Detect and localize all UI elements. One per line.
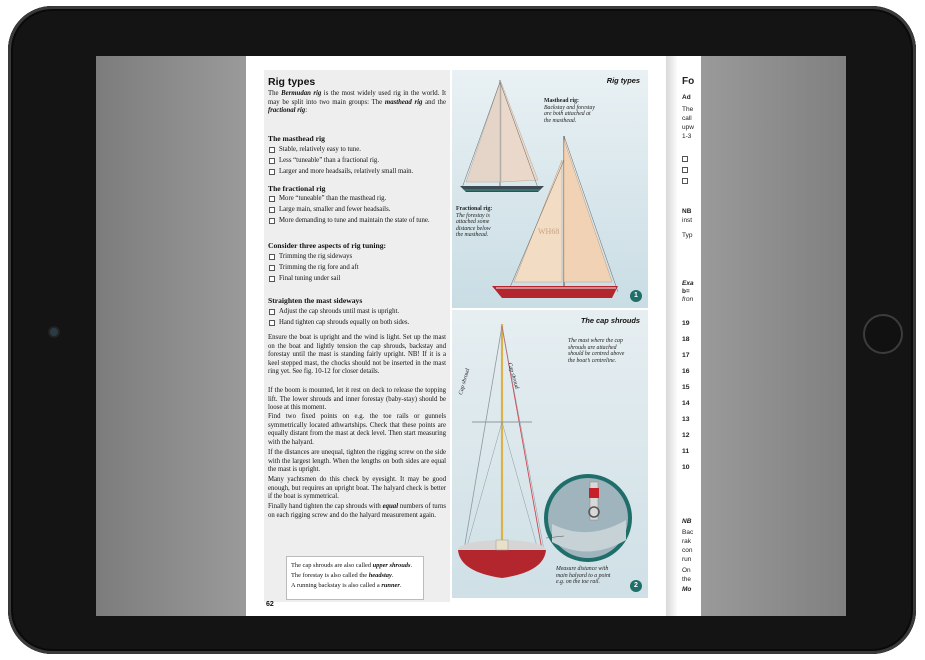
checkbox-icon [269, 309, 275, 315]
masthead-heading: The masthead rig [268, 134, 325, 143]
next-page-fragment: upw [682, 124, 694, 131]
screen [96, 56, 846, 616]
body-paragraph: If the boom is mounted, let it rest on deck to release the topping lift. The lower shrouds and inner forestay (baby-stay) should be loose at this moment. [268, 387, 446, 412]
fractional-caption: Fractional rig: The forestay is attached some distance below the masthead. [456, 206, 493, 239]
next-page-fragment: On [682, 567, 691, 574]
masthead-item: Less “tuneable” than a fractional rig. [268, 157, 446, 166]
next-page-fragment: The [682, 106, 694, 113]
body-paragraph: Find two fixed points on e.g. the toe rails or gunnels symmetrically located athwartships. Check that these points are equally distant from the mast at deck level. Then start measuring with the halyard. [268, 413, 446, 446]
masthead-caption: Masthead rig: Backstay and forestay are both attached at the masthead. [544, 98, 595, 124]
body-paragraph: Many yachtsmen do this check by eyesight. It may be good enough, but requires an upright boat. The halyard check is better if the boat is symmetrical. [268, 476, 446, 501]
next-page-fragment: the [682, 576, 692, 583]
next-page-fragment: NB [682, 208, 692, 215]
next-page-fragment: inst [682, 217, 693, 224]
fractional-item: Large main, smaller and fewer headsails. [268, 206, 446, 215]
row-number: 18 [682, 336, 690, 343]
intro-paragraph: The Bermudan rig is the most widely used rig in the world. It may be split into two main groups: The masthead rig and the fractional rig: [268, 90, 446, 115]
tablet-frame [8, 6, 916, 654]
text-column [264, 70, 450, 602]
straighten-heading: Straighten the mast sideways [268, 296, 363, 305]
row-number: 16 [682, 368, 690, 375]
next-page-shadow[interactable] [701, 56, 846, 616]
masthead-item: Stable, relatively easy to tune. [268, 146, 446, 155]
checkbox-icon [682, 156, 688, 162]
checkbox-icon [269, 147, 275, 153]
fractional-item: More “tuneable” than the masthead rig. [268, 195, 446, 204]
next-page-fragment: NB [682, 518, 692, 525]
row-number: 15 [682, 384, 690, 391]
figure-title: Rig types [606, 76, 640, 85]
next-page-fragment: con [682, 547, 693, 554]
fractional-item: More demanding to tune and maintain the state of tune. [268, 217, 446, 226]
camera-icon [50, 328, 58, 336]
checkbox-icon [269, 218, 275, 224]
next-page-fragment: b= [682, 288, 690, 295]
aspects-item: Final tuning under sail [268, 275, 446, 284]
figure-number: 1 [630, 290, 642, 302]
masthead-item: Larger and more headsails, relatively small main. [268, 168, 446, 177]
checkbox-icon [682, 178, 688, 184]
checkbox-icon [269, 196, 275, 202]
checkbox-icon [269, 265, 275, 271]
figure-number: 2 [630, 580, 642, 592]
book-page [246, 56, 666, 616]
aspects-item: Trimming the rig fore and aft [268, 264, 446, 273]
page-title: Rig types [268, 76, 316, 88]
page-number: 62 [266, 601, 274, 608]
row-number: 13 [682, 416, 690, 423]
row-number: 10 [682, 464, 690, 471]
previous-page-shadow[interactable] [96, 56, 246, 616]
checkbox-icon [269, 276, 275, 282]
next-page-fragment: Fo [682, 76, 695, 87]
next-page-fragment: Typ [682, 232, 693, 239]
next-page-fragment: fron [682, 296, 694, 303]
checkbox-icon [269, 320, 275, 326]
next-page[interactable] [678, 56, 701, 616]
body-paragraph: Finally hand tighten the cap shrouds with equal numbers of turns on each rigging screw and do the halyard measurement again. [268, 503, 446, 519]
next-page-fragment: Ad [682, 94, 691, 101]
body-paragraph: If the distances are unequal, tighten the rigging screw on the side with the largest length. When the lengths on both sides are equal the mast is upright. [268, 449, 446, 474]
checkbox-icon [682, 167, 688, 173]
checkbox-icon [269, 207, 275, 213]
row-number: 14 [682, 400, 690, 407]
row-number: 12 [682, 432, 690, 439]
row-number: 17 [682, 352, 690, 359]
note-box [286, 556, 424, 600]
measure-note: Measure distance with main halyard to a point e.g. on the toe rail. [556, 566, 611, 586]
next-page-fragment: 1-3 [682, 133, 692, 140]
figure-rig-types [452, 70, 648, 308]
figure-title: The cap shrouds [580, 316, 640, 325]
fractional-heading: The fractional rig [268, 184, 326, 193]
row-number: 11 [682, 448, 690, 455]
row-number: 19 [682, 320, 690, 327]
note-line: The forestay is also called the headstay. [291, 572, 394, 579]
note-line: A running backstay is also called a runner. [291, 582, 402, 589]
straighten-item: Adjust the cap shrouds until mast is upright. [268, 308, 446, 317]
figure-cap-shrouds [452, 310, 648, 598]
straighten-item: Hand tighten cap shrouds equally on both sides. [268, 319, 446, 328]
home-button[interactable] [863, 314, 903, 354]
sail-mark: WH68 [538, 227, 560, 236]
checkbox-icon [269, 158, 275, 164]
centre-note: The mast where the cap shrouds are attached should be centred above the boat’s centreline. [568, 338, 625, 364]
next-page-fragment: Bac [682, 529, 694, 536]
note-line: The cap shrouds are also called upper shrouds. [291, 562, 413, 569]
next-page-fragment: Mo [682, 586, 692, 593]
checkbox-icon [269, 254, 275, 260]
checkbox-icon [269, 169, 275, 175]
aspects-item: Trimming the rig sideways [268, 253, 446, 262]
aspects-heading: Consider three aspects of rig tuning: [268, 241, 387, 250]
page-gutter [666, 56, 678, 616]
body-paragraph: Ensure the boat is upright and the wind is light. Set up the mast on the boat and lightly tension the cap shrouds, backstay and forestay until the mast is standing fairly upright. NB! If it is a keel stepped mast, the chocks should not be inserted in the mast ring yet. See fig. 10-12 for closer details. [268, 334, 446, 376]
next-page-fragment: run [682, 556, 692, 563]
next-page-fragment: rak [682, 538, 692, 545]
right-shroud-label: Cap shroud [506, 362, 520, 390]
next-page-fragment: call [682, 115, 692, 122]
next-page-fragment: Exa [682, 280, 694, 287]
left-shroud-label: Cap shroud [458, 368, 472, 396]
